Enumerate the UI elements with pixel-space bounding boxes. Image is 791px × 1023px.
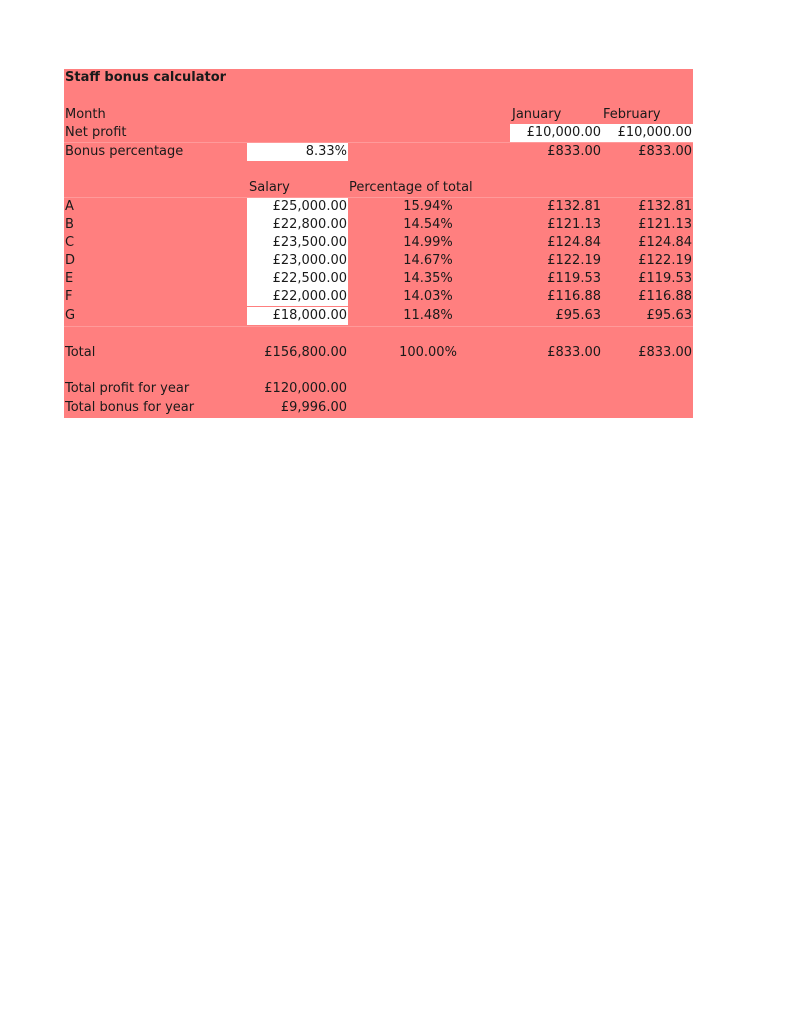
total-label: Total	[65, 345, 96, 360]
month-january: January	[512, 107, 562, 122]
bonus-sheet	[64, 69, 693, 418]
staff-bonus-february: £121.13	[638, 217, 692, 232]
staff-salary-input[interactable]: £25,000.00	[247, 198, 348, 216]
staff-salary-input[interactable]: £22,000.00	[247, 288, 348, 306]
net-profit-february-input[interactable]: £10,000.00	[602, 124, 693, 142]
total-profit-year-label: Total profit for year	[65, 381, 190, 396]
staff-percentage: 14.99%	[403, 235, 453, 250]
net-profit-january-input[interactable]: £10,000.00	[510, 124, 602, 142]
staff-name: F	[65, 289, 73, 304]
bonus-amount-january: £833.00	[547, 144, 601, 159]
staff-percentage: 14.03%	[403, 289, 453, 304]
bonus-percentage-input[interactable]: 8.33%	[247, 143, 348, 161]
staff-bonus-january: £122.19	[547, 253, 601, 268]
staff-name: C	[65, 235, 75, 250]
bonus-percentage-label: Bonus percentage	[65, 144, 184, 159]
staff-percentage: 15.94%	[403, 199, 453, 214]
month-february: February	[603, 107, 661, 122]
staff-bonus-january: £119.53	[547, 271, 601, 286]
sheet-title: Staff bonus calculator	[65, 70, 227, 85]
staff-name: A	[65, 199, 74, 214]
staff-percentage: 14.35%	[403, 271, 453, 286]
staff-bonus-january: £95.63	[555, 308, 601, 323]
staff-bonus-february: £122.19	[638, 253, 692, 268]
staff-salary-input[interactable]: £22,500.00	[247, 270, 348, 288]
staff-bonus-february: £95.63	[646, 308, 692, 323]
staff-salary-input[interactable]: £22,800.00	[247, 216, 348, 234]
staff-bonus-january: £124.84	[547, 235, 601, 250]
staff-bonus-february: £116.88	[638, 289, 692, 304]
row-separator	[64, 326, 693, 327]
staff-percentage: 14.67%	[403, 253, 453, 268]
month-label: Month	[65, 107, 106, 122]
percentage-header: Percentage of total	[349, 180, 473, 195]
salary-header: Salary	[249, 180, 290, 195]
total-bonus-year: £9,996.00	[280, 400, 347, 415]
total-bonus-year-label: Total bonus for year	[65, 400, 195, 415]
staff-bonus-january: £116.88	[547, 289, 601, 304]
total-percentage: 100.00%	[399, 345, 457, 360]
staff-salary-input[interactable]: £18,000.00	[247, 307, 348, 325]
staff-salary-input[interactable]: £23,500.00	[247, 234, 348, 252]
staff-name: E	[65, 271, 74, 286]
staff-percentage: 11.48%	[403, 308, 453, 323]
total-salary: £156,800.00	[264, 345, 347, 360]
staff-bonus-january: £132.81	[547, 199, 601, 214]
bonus-amount-february: £833.00	[638, 144, 692, 159]
staff-name: B	[65, 217, 74, 232]
staff-bonus-february: £132.81	[638, 199, 692, 214]
total-bonus-january: £833.00	[547, 345, 601, 360]
total-profit-year: £120,000.00	[264, 381, 347, 396]
staff-salary-input[interactable]: £23,000.00	[247, 252, 348, 270]
staff-percentage: 14.54%	[403, 217, 453, 232]
staff-name: G	[65, 308, 76, 323]
staff-name: D	[65, 253, 76, 268]
staff-bonus-january: £121.13	[547, 217, 601, 232]
net-profit-label: Net profit	[65, 125, 127, 140]
staff-bonus-february: £124.84	[638, 235, 692, 250]
total-bonus-february: £833.00	[638, 345, 692, 360]
staff-bonus-february: £119.53	[638, 271, 692, 286]
